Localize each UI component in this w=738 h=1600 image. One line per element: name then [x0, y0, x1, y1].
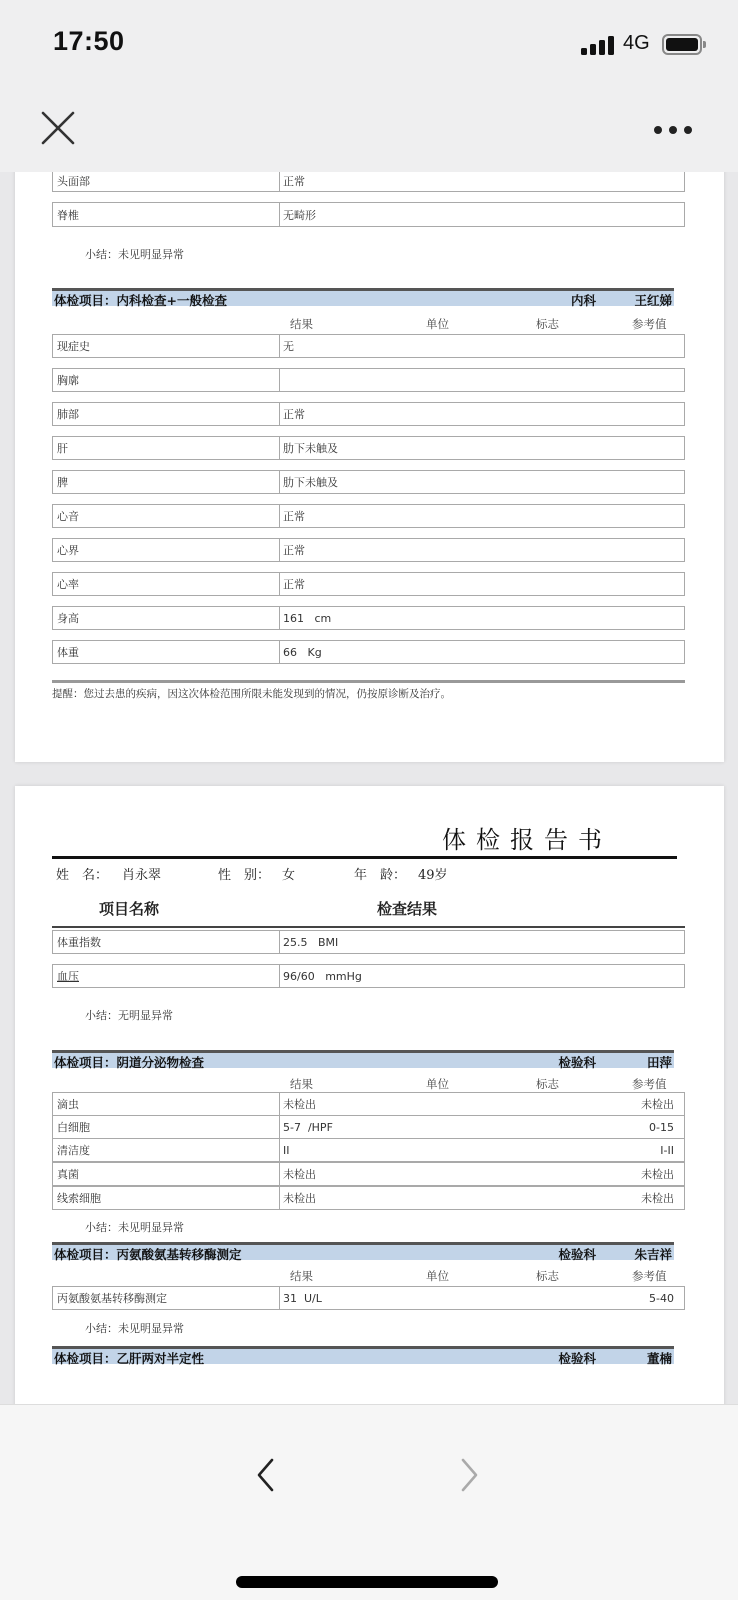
- column-unit: 单位: [426, 1269, 449, 1283]
- row-label: 肺部: [53, 403, 280, 425]
- section-department: 检验科: [558, 1055, 596, 1070]
- row-reference: 未检出: [641, 1192, 674, 1205]
- section-header: [52, 288, 674, 306]
- reminder-notice: 提醒：您过去患的疾病，因这次体检范围所限未能发现到的情况，仍按原诊断及治疗。: [52, 680, 685, 701]
- row-reference: I-II: [660, 1143, 674, 1157]
- table-divider: [52, 926, 685, 928]
- row-label: 清洁度: [53, 1139, 280, 1161]
- table-row: [52, 640, 685, 664]
- table-row: [52, 1186, 685, 1210]
- battery-icon: [662, 34, 702, 55]
- patient-age: 49岁: [418, 868, 448, 883]
- row-value: 正常: [283, 544, 305, 557]
- column-reference: 参考值: [632, 1077, 667, 1091]
- section-department: 检验科: [558, 1247, 596, 1262]
- row-label: 体重: [53, 641, 280, 663]
- section-doctor: 王红娣: [634, 293, 672, 308]
- column-reference: 参考值: [632, 1269, 667, 1283]
- chevron-right-icon: [455, 1455, 483, 1495]
- column-result: 结果: [290, 1269, 313, 1283]
- row-label: 身高: [53, 607, 280, 629]
- patient-age-label: 年 龄：: [354, 868, 407, 883]
- table-row: [52, 1092, 685, 1116]
- column-flag: 标志: [536, 1269, 559, 1283]
- status-bar: [0, 0, 738, 90]
- section-summary: 小结：无明显异常: [85, 1009, 173, 1022]
- result-column-title: 检查结果: [377, 900, 438, 918]
- item-name-column-title: 项目名称: [99, 900, 160, 918]
- section-summary: 小结：未见明显异常: [85, 1322, 184, 1335]
- row-reference: 未检出: [641, 1168, 674, 1181]
- section-summary: 小结：未见明显异常: [85, 1221, 184, 1234]
- table-row: [52, 334, 685, 358]
- section-department: 检验科: [558, 1351, 596, 1366]
- signal-strength-icon: [581, 35, 617, 55]
- row-value: 31 U/L: [283, 1291, 322, 1305]
- row-value: 肋下未触及: [283, 476, 338, 489]
- row-label: 真菌: [53, 1163, 280, 1185]
- table-row: [52, 470, 685, 494]
- table-row: [52, 606, 685, 630]
- row-value: 25.5 BMI: [283, 935, 339, 949]
- row-value: 5-7 /HPF: [283, 1120, 333, 1134]
- document-page-2: [15, 786, 724, 1404]
- column-reference: 参考值: [632, 317, 667, 331]
- column-headers: [52, 1268, 685, 1284]
- column-result: 结果: [290, 317, 313, 331]
- document-page-1: [15, 172, 724, 762]
- row-value: [280, 369, 684, 391]
- report-title: 体检报告书: [442, 826, 612, 854]
- section-department: 内科: [570, 293, 596, 308]
- row-value: 未检出: [283, 1168, 316, 1181]
- table-row: [52, 504, 685, 528]
- row-value: 161 cm: [283, 611, 332, 625]
- table-row: [52, 1138, 685, 1162]
- table-row: [52, 538, 685, 562]
- row-reference: 5-40: [649, 1291, 674, 1305]
- table-row: [52, 368, 685, 392]
- section-header: [52, 1346, 674, 1364]
- section-header: [52, 1050, 674, 1068]
- document-viewer[interactable]: [0, 172, 738, 1404]
- column-flag: 标志: [536, 1077, 559, 1091]
- row-label: 心音: [53, 505, 280, 527]
- table-row: [52, 402, 685, 426]
- row-value: 正常: [283, 175, 305, 188]
- section-doctor: 董楠: [646, 1351, 672, 1366]
- close-icon: [38, 108, 78, 148]
- row-value: 肋下未触及: [283, 442, 338, 455]
- section-doctor: 朱吉祥: [634, 1247, 672, 1262]
- row-label: 肝: [53, 437, 280, 459]
- row-label: 心界: [53, 539, 280, 561]
- patient-info: [56, 864, 656, 882]
- row-label: 血压: [53, 965, 280, 987]
- row-label: 线索细胞: [53, 1187, 280, 1209]
- section-title: 体检项目：丙氨酸氨基转移酶测定: [54, 1247, 242, 1262]
- patient-name-label: 姓 名：: [56, 868, 109, 883]
- navigation-bar: [0, 90, 738, 172]
- row-reference: 0-15: [649, 1120, 674, 1134]
- table-row: [52, 436, 685, 460]
- section-title: 体检项目：内科检查+一般检查: [54, 293, 227, 308]
- more-dot-icon: [654, 126, 662, 134]
- row-value: 未检出: [283, 1192, 316, 1205]
- column-unit: 单位: [426, 1077, 449, 1091]
- more-dot-icon: [684, 126, 692, 134]
- column-flag: 标志: [536, 317, 559, 331]
- patient-name: 肖永翠: [122, 868, 162, 883]
- previous-button[interactable]: [252, 1455, 280, 1495]
- section-header: [52, 1242, 674, 1260]
- column-result: 结果: [290, 1077, 313, 1091]
- row-label: 心率: [53, 573, 280, 595]
- row-value: II: [283, 1143, 290, 1157]
- row-value: 正常: [283, 578, 305, 591]
- row-value: 无: [283, 340, 294, 353]
- close-button[interactable]: [38, 108, 78, 148]
- row-value: 66 Kg: [283, 645, 322, 659]
- row-label: 体重指数: [53, 931, 280, 953]
- row-label: 丙氨酸氨基转移酶测定: [53, 1287, 280, 1309]
- table-row: [52, 1162, 685, 1186]
- more-dot-icon: [669, 126, 677, 134]
- section-summary: 小结：未见明显异常: [85, 248, 184, 261]
- row-label: 白细胞: [53, 1116, 280, 1138]
- home-indicator[interactable]: [236, 1576, 498, 1588]
- column-unit: 单位: [426, 317, 449, 331]
- row-label: 头面部: [53, 172, 280, 191]
- column-headers: [52, 316, 685, 332]
- table-row: [52, 964, 685, 988]
- chevron-left-icon: [252, 1455, 280, 1495]
- row-value: 正常: [283, 510, 305, 523]
- row-label: 滴虫: [53, 1093, 280, 1115]
- section-doctor: 田萍: [646, 1055, 672, 1070]
- section-title: 体检项目：阴道分泌物检查: [54, 1055, 205, 1070]
- patient-gender: 女: [282, 868, 296, 883]
- row-label: 脊椎: [53, 203, 280, 226]
- row-label: 胸廓: [53, 369, 280, 391]
- table-row: [52, 202, 685, 227]
- section-title: 体检项目：乙肝两对半定性: [54, 1351, 205, 1366]
- patient-gender-label: 性 别：: [218, 868, 271, 883]
- row-label: 现症史: [53, 335, 280, 357]
- battery-tip: [703, 41, 706, 48]
- row-label: 脾: [53, 471, 280, 493]
- row-value: 无畸形: [283, 208, 316, 222]
- table-row: [52, 572, 685, 596]
- next-button[interactable]: [455, 1455, 483, 1495]
- bottom-toolbar: [0, 1404, 738, 1600]
- row-value: 96/60 mmHg: [283, 969, 362, 983]
- more-options-button[interactable]: [654, 120, 702, 140]
- table-row: [52, 930, 685, 954]
- row-value: 未检出: [283, 1098, 316, 1111]
- table-row: [52, 172, 685, 192]
- table-row: [52, 1286, 685, 1310]
- column-headers: [52, 1076, 685, 1092]
- row-reference: 未检出: [641, 1098, 674, 1111]
- row-value: 正常: [283, 408, 305, 421]
- clock-time: 17:50: [53, 26, 125, 56]
- table-row: [52, 1115, 685, 1139]
- title-divider: [52, 856, 677, 859]
- network-type: 4G: [623, 32, 650, 54]
